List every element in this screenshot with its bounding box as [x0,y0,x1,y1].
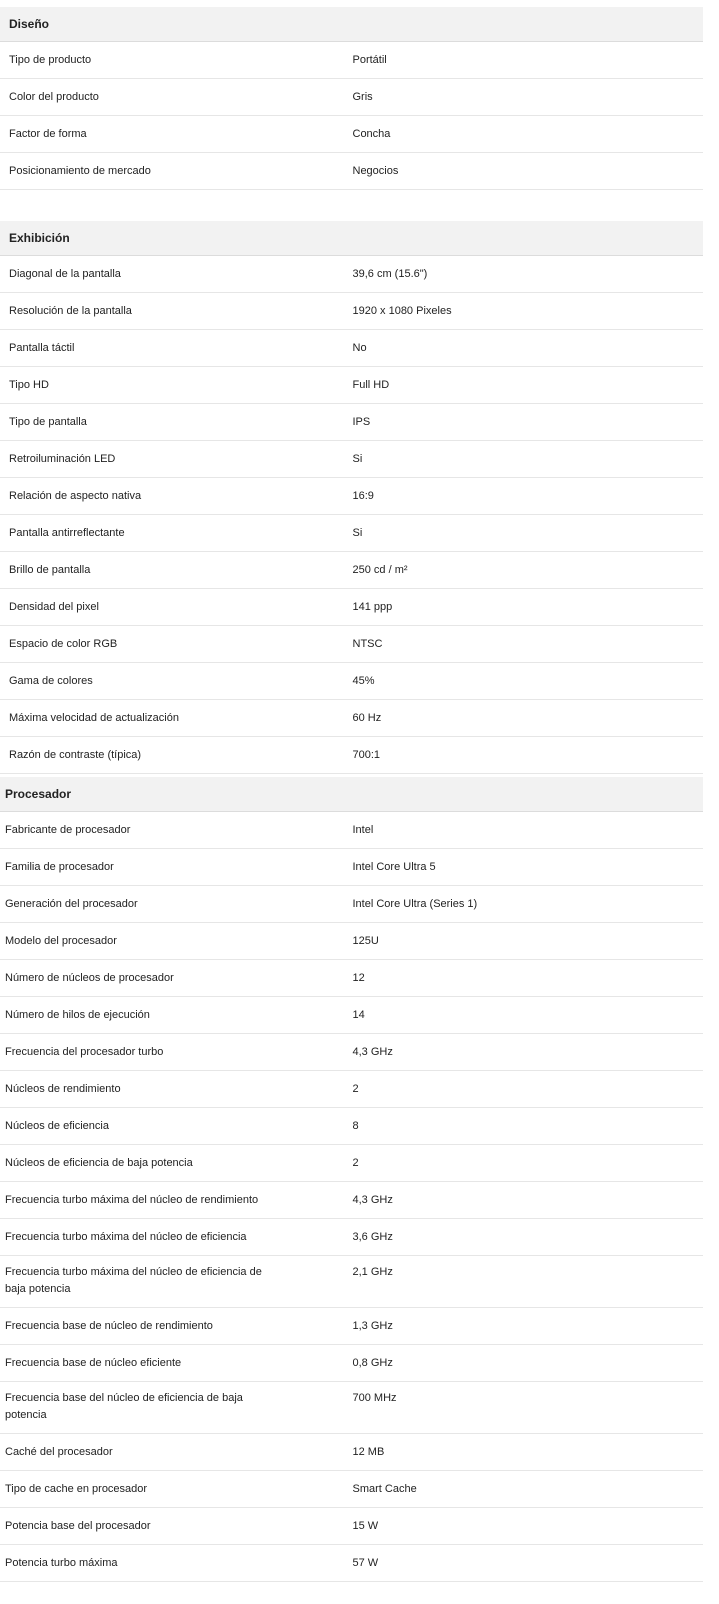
spec-label-cell [0,663,352,700]
spec-label: Color del producto [9,90,99,103]
spec-label: Máxima velocidad de actualización [9,711,179,724]
spec-row [0,330,703,367]
spec-label: Caché del procesador [5,1445,113,1458]
spec-value: 0,8 GHz [352,1356,393,1369]
spec-value: Portátil [352,53,387,66]
spec-label: Modelo del procesador [5,934,117,947]
spec-row [0,849,703,886]
spec-value: 4,3 GHz [352,1045,393,1058]
spec-label: Espacio de color RGB [9,637,118,650]
spec-label: Gama de colores [9,674,93,687]
spec-value-cell [352,1219,704,1256]
spec-label-cell [0,256,352,293]
spec-row [0,663,703,700]
spec-label-cell [0,153,352,190]
spec-value: IPS [352,415,371,428]
spec-value: Negocios [352,164,399,177]
spec-row [0,367,703,404]
spec-label-cell [0,700,352,737]
spec-row [0,1108,703,1145]
spec-label-cell [0,116,352,153]
spec-label-cell [0,441,352,478]
spec-label-cell [0,1508,352,1545]
spec-value-cell [352,663,704,700]
spec-label-cell [0,849,352,886]
spec-value: Si [352,452,363,465]
spec-value: 3,6 GHz [352,1230,393,1243]
spec-table-diseno [0,7,703,190]
spec-value-cell [352,849,704,886]
spec-label: Núcleos de eficiencia [5,1119,109,1132]
spec-value: 700:1 [352,748,381,761]
spec-value-cell [352,1034,704,1071]
spec-label: Diagonal de la pantalla [9,267,121,280]
spec-label: Tipo HD [9,378,49,391]
spec-row [0,1434,703,1471]
spec-value-cell [352,293,704,330]
spec-value: 141 ppp [352,600,393,613]
spec-value: 16:9 [352,489,374,502]
spec-label-cell [0,1308,352,1345]
spec-row [0,404,703,441]
spec-row [0,1508,703,1545]
spec-value: NTSC [352,637,383,650]
spec-label: Frecuencia turbo máxima del núcleo de eficiencia [5,1230,247,1243]
spec-label-cell [0,886,352,923]
spec-row [0,153,703,190]
spec-label-cell [0,515,352,552]
spec-value-cell [352,42,704,79]
section-title: Exhibición [0,221,703,256]
spec-row [0,700,703,737]
spec-value-cell [352,1545,704,1582]
spec-label-cell [0,42,352,79]
spec-row [0,1308,703,1345]
spec-value: 2 [352,1082,359,1095]
spec-label-cell [0,293,352,330]
spec-label: Frecuencia del procesador turbo [5,1045,164,1058]
section-title: Diseño [0,7,703,42]
spec-value: 2,1 GHz [352,1266,393,1278]
spec-row [0,1545,703,1582]
spec-value-cell [352,700,704,737]
spec-value: 15 W [352,1519,379,1532]
spec-label-cell [0,1256,352,1308]
spec-row [0,116,703,153]
spec-value-cell [352,116,704,153]
spec-label: Potencia base del procesador [5,1519,151,1532]
spec-value: 14 [352,1008,365,1021]
spec-value-cell [352,1108,704,1145]
spec-value: Intel [352,823,374,836]
spec-row [0,256,703,293]
spec-value-cell [352,1308,704,1345]
spec-value: 125U [352,934,379,947]
spec-label-cell [0,589,352,626]
spec-label: Pantalla antirreflectante [9,526,125,539]
spec-label: Frecuencia base del núcleo de eficiencia de baja potencia [5,1392,243,1421]
spec-label: Posicionamiento de mercado [9,164,151,177]
spec-label-cell [0,1345,352,1382]
spec-label-cell [0,923,352,960]
spec-value: 12 MB [352,1445,385,1458]
spec-label: Número de hilos de ejecución [5,1008,150,1021]
spec-label-cell [0,737,352,774]
spec-label: Resolución de la pantalla [9,304,132,317]
spec-label-cell [0,79,352,116]
spec-label-cell [0,1108,352,1145]
spec-row [0,293,703,330]
spec-value-cell [352,515,704,552]
spec-label: Razón de contraste (típica) [9,748,142,761]
spec-value: 60 Hz [352,711,382,724]
spec-value: 45% [352,674,375,687]
spec-label: Retroiluminación LED [9,452,116,465]
spec-row [0,478,703,515]
spec-label-cell [0,367,352,404]
spec-label-cell [0,1219,352,1256]
spec-label: Frecuencia base de núcleo de rendimiento [5,1319,213,1332]
spec-value: Concha [352,127,391,140]
spec-row [0,997,703,1034]
spec-value-cell [352,812,704,849]
spec-value-cell [352,1345,704,1382]
spec-row [0,1145,703,1182]
spec-label-cell [0,1382,352,1434]
spec-row [0,812,703,849]
spec-label-cell [0,1182,352,1219]
spec-label: Pantalla táctil [9,341,75,354]
spec-value-cell [352,256,704,293]
spec-label: Densidad del pixel [9,600,99,613]
spec-row [0,441,703,478]
spec-label: Familia de procesador [5,860,114,873]
spec-value: 1920 x 1080 Pixeles [352,304,452,317]
spec-value: Gris [352,90,373,103]
spec-value-cell [352,1145,704,1182]
spec-row [0,1471,703,1508]
spec-value: 4,3 GHz [352,1193,393,1206]
spec-label-cell [0,552,352,589]
spec-label: Generación del procesador [5,897,138,910]
spec-value-cell [352,441,704,478]
spec-row [0,886,703,923]
spec-label-cell [0,1471,352,1508]
spec-label-cell [0,478,352,515]
spec-row [0,1071,703,1108]
spec-label: Núcleos de eficiencia de baja potencia [5,1156,193,1169]
spec-value: 1,3 GHz [352,1319,393,1332]
spec-value: 2 [352,1156,359,1169]
spec-value-cell [352,153,704,190]
spec-row [0,79,703,116]
spec-row [0,737,703,774]
spec-label: Número de núcleos de procesador [5,971,174,984]
spec-label: Fabricante de procesador [5,823,131,836]
spec-label-cell [0,626,352,663]
spec-label-cell [0,1434,352,1471]
spec-value: 250 cd / m² [352,563,408,576]
spec-value-cell [352,1382,704,1434]
spec-value-cell [352,923,704,960]
spec-value-cell [352,1434,704,1471]
spec-label-cell [0,1071,352,1108]
spec-value-cell [352,997,704,1034]
spec-value: No [352,341,367,354]
spec-table-exhibicion [0,221,703,774]
spec-value: 57 W [352,1556,379,1569]
spec-label: Frecuencia turbo máxima del núcleo de rendimiento [5,1193,259,1206]
spec-row [0,589,703,626]
spec-value-cell [352,404,704,441]
spec-value: Intel Core Ultra 5 [352,860,436,873]
spec-row [0,960,703,997]
spec-value-cell [352,367,704,404]
spec-value-cell [352,79,704,116]
spec-label: Tipo de pantalla [9,415,87,428]
spec-row [0,1034,703,1071]
spec-value-cell [352,626,704,663]
spec-row [0,1382,703,1434]
spec-label-cell [0,812,352,849]
section-title: Procesador [0,777,703,812]
spec-row [0,923,703,960]
spec-row [0,1182,703,1219]
spec-label-cell [0,1034,352,1071]
spec-label-cell [0,997,352,1034]
spec-value-cell [352,589,704,626]
spec-label-cell [0,404,352,441]
spec-label: Frecuencia turbo máxima del núcleo de eficiencia de baja potencia [5,1266,262,1295]
spec-value: 700 MHz [352,1392,397,1404]
spec-value: 12 [352,971,365,984]
spec-value-cell [352,1256,704,1308]
spec-label-cell [0,1545,352,1582]
spec-row [0,1256,703,1308]
spec-row [0,1345,703,1382]
spec-label: Frecuencia base de núcleo eficiente [5,1356,182,1369]
spec-label: Brillo de pantalla [9,563,91,576]
spec-value: 39,6 cm (15.6") [352,267,428,280]
spec-value-cell [352,1071,704,1108]
spec-label: Tipo de producto [9,53,92,66]
spec-label-cell [0,330,352,367]
spec-value: Intel Core Ultra (Series 1) [352,897,478,910]
spec-label-cell [0,1145,352,1182]
spec-value-cell [352,1182,704,1219]
spec-value-cell [352,552,704,589]
spec-label: Relación de aspecto nativa [9,489,142,502]
spec-label: Potencia turbo máxima [5,1556,118,1569]
spec-value-cell [352,1508,704,1545]
spec-label: Tipo de cache en procesador [5,1482,148,1495]
spec-row [0,42,703,79]
spec-value-cell [352,330,704,367]
spec-value-cell [352,478,704,515]
spec-value-cell [352,960,704,997]
spec-label-cell [0,960,352,997]
spec-value: Smart Cache [352,1482,417,1495]
spec-row [0,626,703,663]
spec-row [0,515,703,552]
spec-value: 8 [352,1119,359,1132]
spec-table-procesador [0,777,703,1582]
spec-label: Núcleos de rendimiento [5,1082,121,1095]
spec-value-cell [352,1471,704,1508]
spec-row [0,552,703,589]
spec-value: Si [352,526,363,539]
spec-row [0,1219,703,1256]
spec-value-cell [352,737,704,774]
spec-label: Factor de forma [9,127,87,140]
spec-value: Full HD [352,378,390,391]
spec-value-cell [352,886,704,923]
